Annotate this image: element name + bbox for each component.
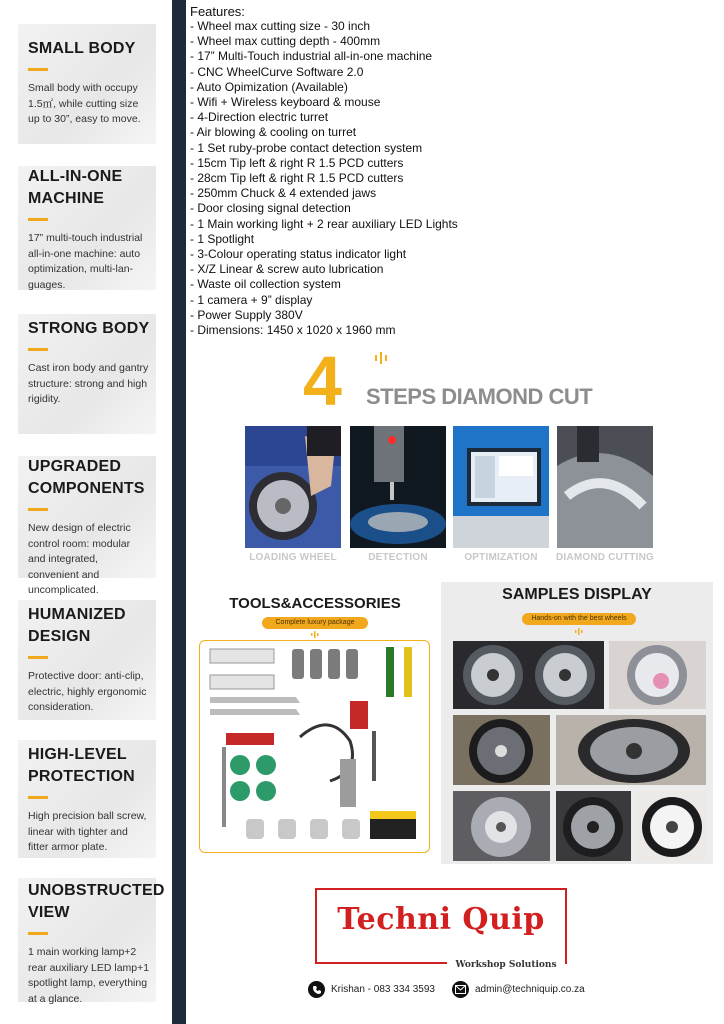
accent-bar <box>28 796 48 799</box>
logo-tagline: Workshop Solutions <box>447 959 565 972</box>
feature-item: - X/Z Linear & screw auto lubrication <box>190 262 384 277</box>
sample-wheel-image <box>453 791 550 861</box>
sample-wheel-image <box>609 641 706 709</box>
vertical-divider <box>172 0 186 1024</box>
email-text[interactable]: admin@techniquip.co.za <box>475 984 585 995</box>
card-text: Small body with occupy 1.5㎡, while cutting size up to 30”, easy to move. <box>28 82 141 125</box>
accent-bar <box>28 932 48 935</box>
steps-number: 4 <box>303 342 342 420</box>
tools-accessories-image <box>200 641 428 851</box>
accent-bar <box>28 68 48 71</box>
feature-item: - Air blowing & cooling on turret <box>190 125 357 140</box>
feature-item: - CNC WheelCurve Software 2.0 <box>190 64 364 79</box>
feature-item: - Door closing signal detection <box>190 201 351 216</box>
sample-wheel-image <box>453 715 550 785</box>
step-photo-diamond-cutting <box>557 426 653 548</box>
step-photo-optimization <box>453 426 549 548</box>
samples-subtitle-pill: Hands-on with the best wheels <box>522 613 636 625</box>
tools-title: TOOLS&ACCESSORIES <box>229 595 401 612</box>
card-text: Protective door: anti-clip, electric, highly ergonomic consideration. <box>28 670 147 713</box>
touchscreen-image <box>453 426 549 548</box>
feature-item: - Waste oil collection system <box>190 277 341 292</box>
logo-name: Techni Quip <box>337 902 545 937</box>
sound-bars-icon <box>575 628 583 635</box>
card-title: HUMANIZED DESIGN <box>28 606 126 645</box>
card-title: UPGRADED COMPONENTS <box>28 458 145 497</box>
step-label-optimization: OPTIMIZATION <box>464 552 538 563</box>
phone-icon <box>308 981 325 998</box>
feature-item: - Wheel max cutting size - 30 inch <box>190 19 371 33</box>
feature-item: - 17” Multi-Touch industrial all-in-one machine <box>190 49 433 64</box>
feature-item: - 3-Colour operating status indicator light <box>190 247 407 262</box>
diamond-cut-image <box>557 426 653 548</box>
features-section <box>190 4 490 338</box>
feature-item: - 1 camera + 9” display <box>190 292 313 307</box>
feature-item: - 4-Direction electric turret <box>190 110 329 125</box>
card-text: New design of electric control room: modular and integrated, convenient and uncomplicated. <box>28 522 131 596</box>
card-text: 1 main working lamp+2 rear auxiliary LED lamp+1 spotlight lamp, everything at a glance. <box>28 946 150 1005</box>
card-humanized-design <box>18 600 156 720</box>
step-label-loading-wheel: LOADING WHEEL <box>249 552 337 563</box>
feature-item: - Wheel max cutting depth - 400mm <box>190 34 381 49</box>
features-heading: Features: <box>190 4 245 19</box>
card-title: HIGH-LEVEL PROTECTION <box>28 746 135 785</box>
card-text: High precision ball screw, linear with tighter and fitter armor plate. <box>28 810 147 853</box>
feature-cards-column <box>0 0 172 1024</box>
sample-wheel-image <box>556 791 631 861</box>
wheel-loading-image <box>245 426 341 548</box>
card-strong-body <box>18 314 156 434</box>
feature-item: - Dimensions: 1450 x 1020 x 1960 mm <box>190 323 396 338</box>
samples-title: SAMPLES DISPLAY <box>502 586 652 603</box>
card-title: UNOBSTRUCTED VIEW <box>28 882 165 921</box>
sound-bars-icon <box>311 631 319 638</box>
feature-item: - Power Supply 380V <box>190 307 303 322</box>
card-high-level-protection <box>18 740 156 858</box>
tools-subtitle-pill: Complete luxury package <box>262 617 368 629</box>
email-contact <box>452 981 585 998</box>
phone-contact <box>308 981 435 998</box>
accent-bar <box>28 218 48 221</box>
tools-image-box <box>199 640 430 853</box>
features-list <box>190 19 490 338</box>
card-title: SMALL BODY <box>28 40 136 57</box>
email-icon <box>452 981 469 998</box>
step-label-diamond-cutting: DIAMOND CUTTING <box>556 552 654 563</box>
company-logo <box>315 888 567 964</box>
feature-item: - 1 Main working light + 2 rear auxiliary LED Lights <box>190 216 458 231</box>
feature-item: - 1 Spotlight <box>190 231 255 246</box>
feature-item: - 1 Set ruby-probe contact detection system <box>190 140 423 155</box>
sample-wheel-image <box>453 641 604 709</box>
sample-wheel-image <box>636 791 706 861</box>
accent-bar <box>28 348 48 351</box>
sound-bars-icon <box>374 352 388 364</box>
feature-item: - Auto Opimization (Available) <box>190 79 348 94</box>
accent-bar <box>28 656 48 659</box>
card-text: 17” multi-touch industrial all-in-one machine: auto optimization, multi-lan-guages. <box>28 232 143 291</box>
sample-wheel-image <box>556 715 706 785</box>
card-unobstructed-view <box>18 878 165 1005</box>
step-photo-loading-wheel <box>245 426 341 548</box>
card-all-in-one <box>18 166 156 290</box>
card-small-body <box>18 24 156 144</box>
card-title: ALL-IN-ONE MACHINE <box>28 168 123 207</box>
feature-item: - Wifi + Wireless keyboard & mouse <box>190 95 381 110</box>
feature-item: - 250mm Chuck & 4 extended jaws <box>190 186 377 201</box>
phone-text: Krishan - 083 334 3593 <box>331 984 435 995</box>
card-upgraded-components <box>18 456 156 596</box>
feature-item: - 15cm Tip left & right R 1.5 PCD cutters <box>190 155 404 170</box>
card-text: Cast iron body and gantry structure: strong and high rigidity. <box>28 362 149 405</box>
feature-item: - 28cm Tip left & right R 1.5 PCD cutters <box>190 171 404 186</box>
accent-bar <box>28 508 48 511</box>
card-title: STRONG BODY <box>28 320 150 337</box>
step-photo-detection <box>350 426 446 548</box>
steps-title: STEPS DIAMOND CUT <box>366 384 593 409</box>
probe-detection-image <box>350 426 446 548</box>
step-label-detection: DETECTION <box>368 552 428 563</box>
